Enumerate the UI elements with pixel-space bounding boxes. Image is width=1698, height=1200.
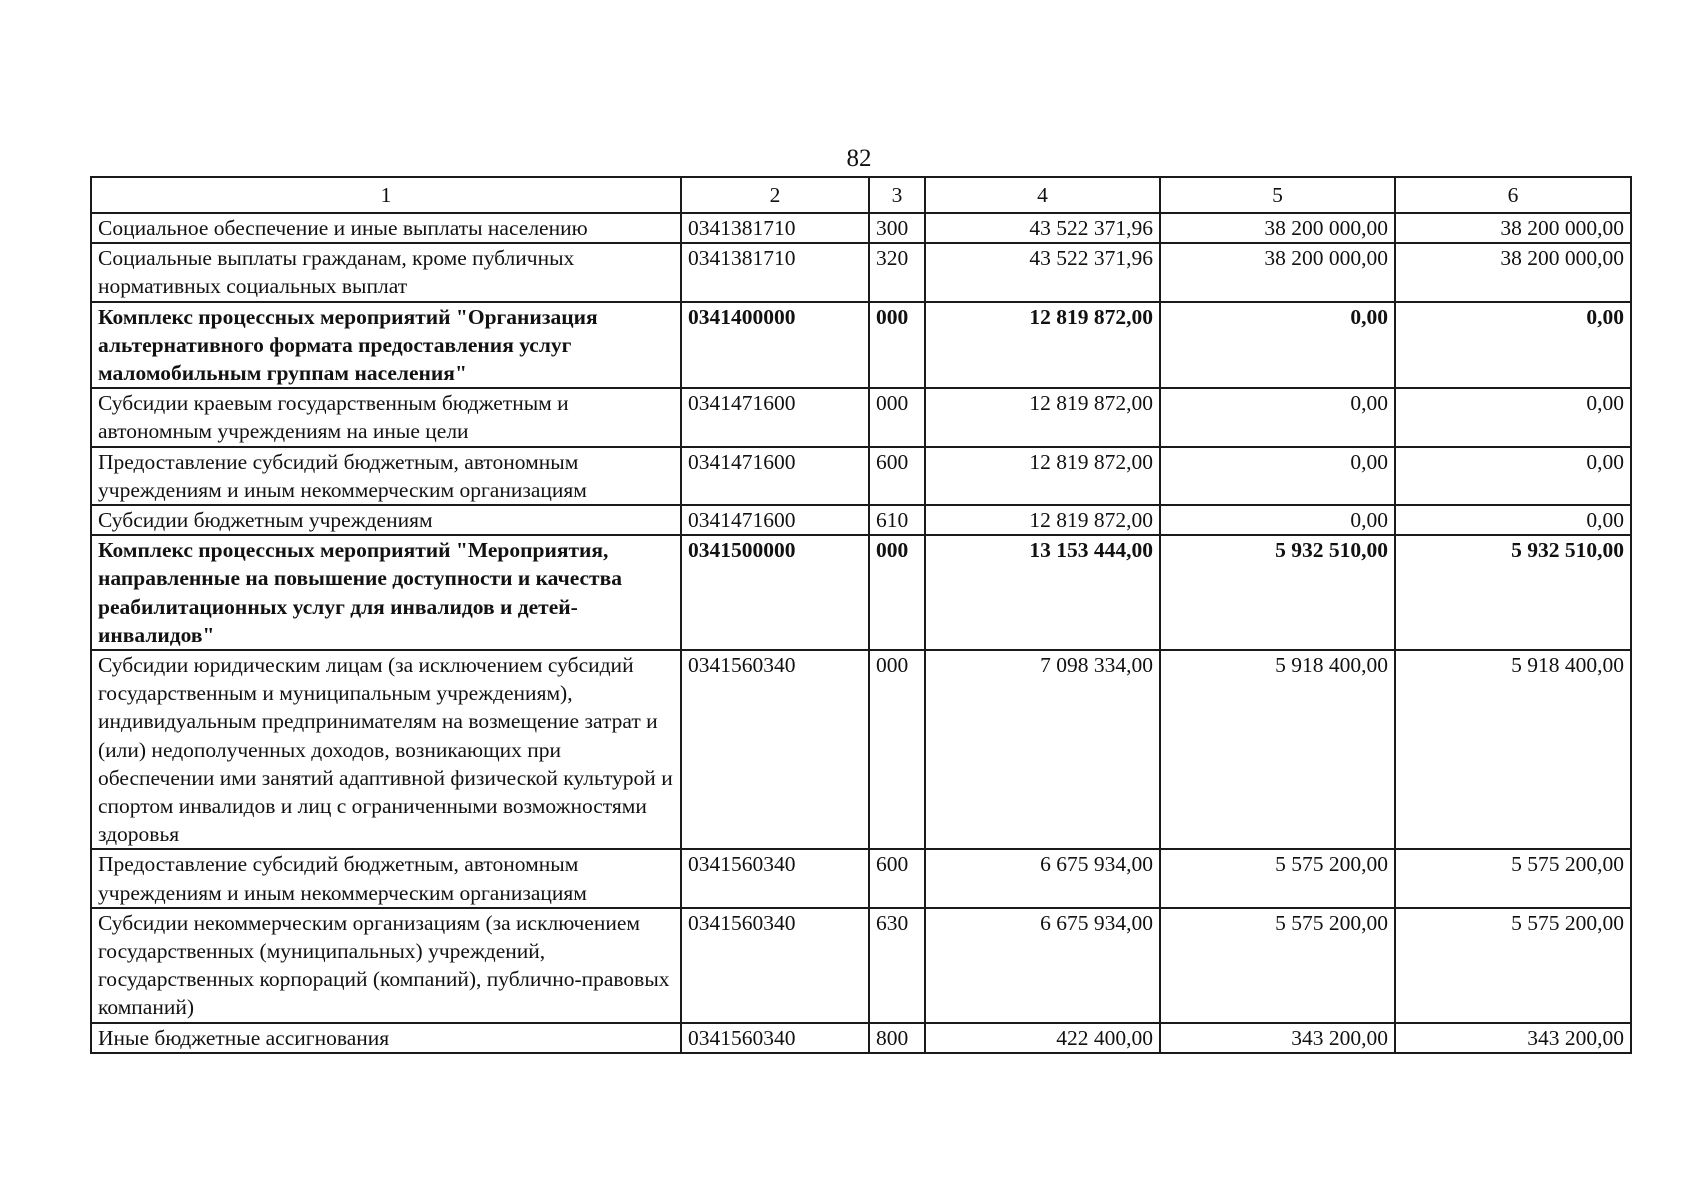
table-row [91,849,1631,907]
column-header: 1 [91,177,681,213]
target-code-cell: 0341381710 [681,243,869,301]
amount-col6-cell: 5 575 200,00 [1395,908,1631,1023]
column-header: 3 [869,177,925,213]
amount-col6-cell: 5 932 510,00 [1395,535,1631,650]
expense-type-cell: 800 [869,1023,925,1053]
target-code-cell: 0341400000 [681,302,869,389]
table-row [91,388,1631,446]
table-row [91,908,1631,1023]
target-code-cell: 0341560340 [681,650,869,849]
table-row [91,447,1631,505]
amount-col4-cell: 12 819 872,00 [925,388,1160,446]
item-name-cell: Социальные выплаты гражданам, кроме публичных нормативных социальных выплат [91,243,681,301]
item-name-cell: Предоставление субсидий бюджетным, автономным учреждениям и иным некоммерческим организациям [91,447,681,505]
amount-col6-cell: 0,00 [1395,505,1631,535]
item-name-cell: Субсидии краевым государственным бюджетным и автономным учреждениям на иные цели [91,388,681,446]
column-header: 2 [681,177,869,213]
table-row [91,535,1631,650]
item-name-cell: Комплекс процессных мероприятий "Мероприятия, направленные на повышение доступности и качества реабилитационных услуг для инвалидов и детей-инвалидов" [91,535,681,650]
amount-col4-cell: 422 400,00 [925,1023,1160,1053]
amount-col5-cell: 38 200 000,00 [1160,243,1395,301]
table-row [91,505,1631,535]
item-name-cell: Субсидии юридическим лицам (за исключением субсидий государственным и муниципальным учреждениям), индивидуальным предпринимателям на возмещение затрат и (или) недополученных доходов, возникающих при обеспечении ими занятий адаптивной физической культурой и спортом инвалидов и лиц с ограниченными возможностями здоровья [91,650,681,849]
amount-col6-cell: 0,00 [1395,447,1631,505]
amount-col4-cell: 43 522 371,96 [925,213,1160,243]
amount-col4-cell: 12 819 872,00 [925,302,1160,389]
amount-col6-cell: 38 200 000,00 [1395,213,1631,243]
table-row [91,243,1631,301]
expense-type-cell: 000 [869,388,925,446]
item-name-cell: Предоставление субсидий бюджетным, автономным учреждениям и иным некоммерческим организациям [91,849,681,907]
target-code-cell: 0341381710 [681,213,869,243]
amount-col4-cell: 12 819 872,00 [925,447,1160,505]
column-header: 4 [925,177,1160,213]
item-name-cell: Иные бюджетные ассигнования [91,1023,681,1053]
column-header: 6 [1395,177,1631,213]
amount-col6-cell: 5 918 400,00 [1395,650,1631,849]
table-row [91,302,1631,389]
expense-type-cell: 600 [869,849,925,907]
expense-type-cell: 000 [869,650,925,849]
amount-col4-cell: 12 819 872,00 [925,505,1160,535]
amount-col4-cell: 43 522 371,96 [925,243,1160,301]
expense-type-cell: 600 [869,447,925,505]
amount-col4-cell: 7 098 334,00 [925,650,1160,849]
item-name-cell: Субсидии бюджетным учреждениям [91,505,681,535]
item-name-cell: Субсидии некоммерческим организациям (за исключением государственных (муниципальных) учреждений, государственных корпораций (компаний), публично-правовых компаний) [91,908,681,1023]
amount-col4-cell: 6 675 934,00 [925,908,1160,1023]
amount-col5-cell: 5 575 200,00 [1160,849,1395,907]
target-code-cell: 0341560340 [681,908,869,1023]
amount-col5-cell: 5 575 200,00 [1160,908,1395,1023]
expense-type-cell: 320 [869,243,925,301]
target-code-cell: 0341500000 [681,535,869,650]
amount-col4-cell: 6 675 934,00 [925,849,1160,907]
amount-col6-cell: 38 200 000,00 [1395,243,1631,301]
table-body [91,213,1631,1053]
amount-col5-cell: 5 932 510,00 [1160,535,1395,650]
table-row [91,213,1631,243]
expense-type-cell: 000 [869,302,925,389]
table-row [91,650,1631,849]
amount-col5-cell: 0,00 [1160,447,1395,505]
column-header: 5 [1160,177,1395,213]
table-row [91,1023,1631,1053]
amount-col5-cell: 343 200,00 [1160,1023,1395,1053]
amount-col6-cell: 0,00 [1395,302,1631,389]
expense-type-cell: 630 [869,908,925,1023]
amount-col5-cell: 0,00 [1160,505,1395,535]
expense-type-cell: 610 [869,505,925,535]
amount-col5-cell: 5 918 400,00 [1160,650,1395,849]
target-code-cell: 0341560340 [681,849,869,907]
amount-col6-cell: 343 200,00 [1395,1023,1631,1053]
item-name-cell: Социальное обеспечение и иные выплаты населению [91,213,681,243]
amount-col6-cell: 0,00 [1395,388,1631,446]
item-name-cell: Комплекс процессных мероприятий "Организация альтернативного формата предоставления услуг маломобильным группам населения" [91,302,681,389]
column-number-row [91,177,1631,213]
expense-type-cell: 300 [869,213,925,243]
target-code-cell: 0341560340 [681,1023,869,1053]
budget-table [90,176,1632,1054]
target-code-cell: 0341471600 [681,388,869,446]
amount-col5-cell: 0,00 [1160,388,1395,446]
expense-type-cell: 000 [869,535,925,650]
amount-col6-cell: 5 575 200,00 [1395,849,1631,907]
amount-col4-cell: 13 153 444,00 [925,535,1160,650]
amount-col5-cell: 38 200 000,00 [1160,213,1395,243]
target-code-cell: 0341471600 [681,505,869,535]
page-number: 82 [846,145,872,172]
amount-col5-cell: 0,00 [1160,302,1395,389]
target-code-cell: 0341471600 [681,447,869,505]
